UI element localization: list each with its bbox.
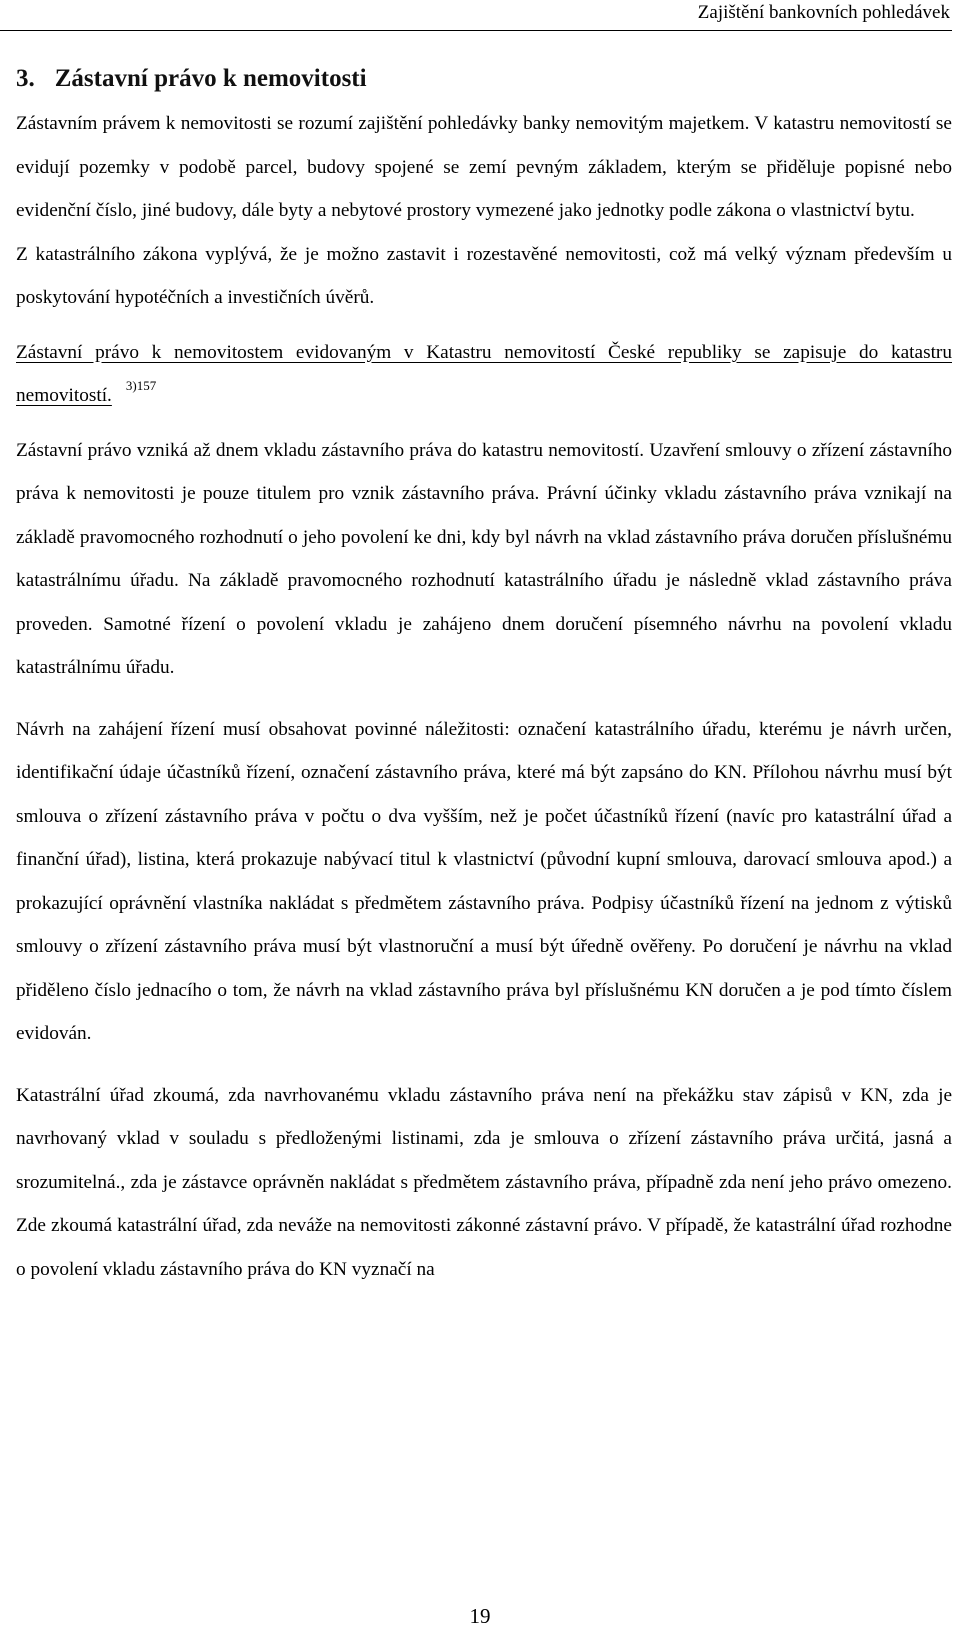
page-number: 19 [469, 1604, 491, 1628]
paragraph-review: Katastrální úřad zkoumá, zda navrhovanému vkladu zástavního práva není na překážku stav zápisů v KN, zda je navrhovaný vklad v souladu s předloženými listinami, zda je smlouva o zřízení zástavního práva určitá, jasná a srozumitelná., zda je zástavce oprávněn nakládat s předmětem zástavního práva, případně zda není jeho právo omezeno. Zde zkoumá katastrální úřad, zda neváže na nemovitosti zákonné zástavní právo. V případě, že katastrální úřad rozhodne o povolení vkladu zástavního práva do KN vyznačí na [16, 1084, 952, 1280]
page-content [16, 62, 952, 1291]
section-title: Zástavní právo k nemovitosti [54, 65, 367, 92]
section-number: 3. [16, 65, 35, 92]
paragraph-origin: Zástavní právo vzniká až dnem vkladu zástavního práva do katastru nemovitostí. Uzavření smlouvy o zřízení zástavního práva k nemovitosti je pouze titulem pro vznik zástavního práva. Právní účinky vkladu zástavního práva vznikají na základě pravomocného rozhodnutí o jeho povolení ke dni, kdy byl návrh na vklad zástavního práva doručen příslušnému katastrálnímu úřadu. Na základě pravomocného rozhodnutí katastrálního úřadu je následně vklad zástavního práva proveden. Samotné řízení o povolení vkladu je zahájeno dnem doručení písemného návrhu na povolení vkladu katastrálnímu úřadu. [16, 439, 952, 678]
paragraph-construction: Z katastrálního zákona vyplývá, že je možno zastavit i rozestavěné nemovitosti, což má velký význam především u poskytování hypotéčních a investičních úvěrů. [16, 243, 952, 308]
paragraph-application: Návrh na zahájení řízení musí obsahovat povinné náležitosti: označení katastrálního úřadu, kterému je návrh určen, identifikační údaje účastníků řízení, označení zástavního práva, které má být zapsáno do KN. Přílohou návrhu musí být smlouva o zřízení zástavního práva v počtu o dva vyšším, než je počet účastníků řízení (navíc pro katastrální úřad a finanční úřad), listina, která prokazuje nabývací titul k vlastnictví (původní kupní smlouva, darovací smlouva apod.) a prokazující oprávnění vlastníka nakládat s předmětem zástavního práva. Podpisy účastníků řízení na jednom z výtisků smlouvy o zřízení zástavního práva musí být vlastnoruční a musí být úředně ověřeny. Po doručení je návrhu na vklad přiděleno číslo jednacího o tom, že návrh na vklad zástavního práva byl příslušnému KN doručen a je pod tímto číslem evidován. [16, 718, 952, 1044]
section-heading [16, 62, 952, 96]
paragraph-registration [16, 331, 952, 418]
registration-text: Zástavní právo k nemovitostem evidovaným v Katastru nemovitostí České republiky se zapisuje do katastru nemovitostí. [16, 341, 952, 406]
running-header [0, 0, 952, 31]
running-header-title: Zajištění bankovních pohledávek [697, 2, 950, 23]
footnote-reference: 3)157 [125, 377, 157, 393]
paragraph-intro: Zástavním právem k nemovitosti se rozumí zajištění pohledávky banky nemovitým majetkem. V katastru nemovitostí se evidují pozemky v podobě parcel, budovy spojené se zemí pevným základem, kterým se přiděluje popisné nebo evidenční číslo, jiné budovy, dále byty a nebytové prostory vymezené jako jednotky podle zákona o vlastnictví bytu. [16, 113, 952, 221]
